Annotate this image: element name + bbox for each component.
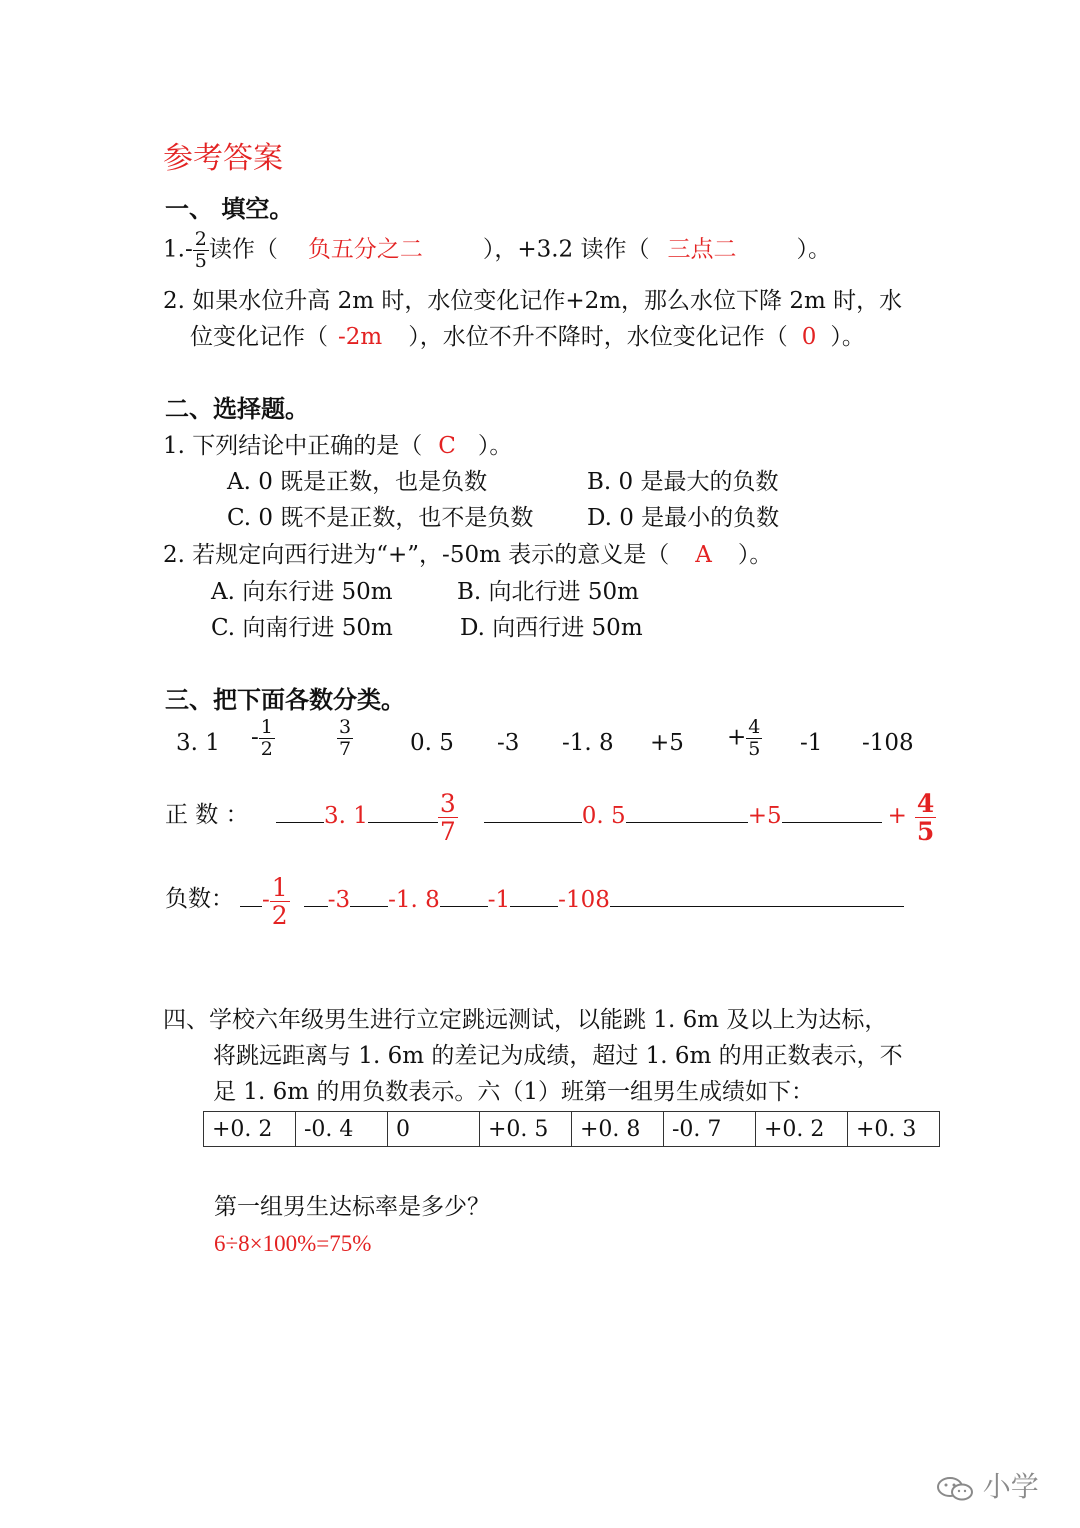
s2-q1-option-b: B. 0 是最大的负数 xyxy=(587,469,779,495)
s1-q2-text-b: ），水位不升不降时，水位变化记作（ xyxy=(408,324,788,350)
s3-number-2-den: 2 xyxy=(260,738,273,760)
s1-q2-line1: 2. 如果水位升高 2m 时，水位变化记作+2m，那么水位下降 2m 时，水 xyxy=(163,288,903,314)
s3-negative-1-fraction xyxy=(270,872,290,930)
s4-line-3: 足 1. 6m 的用负数表示。六（1）班第一组男生成绩如下： xyxy=(213,1079,814,1105)
s3-positive-4: +5 xyxy=(747,803,782,829)
score-cell: -0. 7 xyxy=(664,1112,756,1147)
s1-q1-answer-2: 三点二 xyxy=(667,236,737,263)
s4-question: 第一组男生达标率是多少？ xyxy=(214,1194,490,1220)
s3-number-1: 3. 1 xyxy=(176,730,220,756)
score-cell: 0 xyxy=(388,1112,480,1147)
section-2-heading: 二、选择题。 xyxy=(165,394,309,423)
s3-positive-5-sign: + xyxy=(887,803,907,829)
s2-q2-option-d: D. 向西行进 50m xyxy=(460,615,643,641)
section-3-heading: 三、把下面各数分类。 xyxy=(165,685,405,714)
s3-positive-3: 0. 5 xyxy=(581,803,626,829)
s1-q1-num: 2 xyxy=(194,228,207,250)
score-cell: +0. 5 xyxy=(480,1112,572,1147)
s3-number-10: -108 xyxy=(862,730,914,756)
s3-number-3 xyxy=(337,718,353,759)
s3-number-2-fraction xyxy=(259,718,275,759)
s4-line-2: 将跳远距离与 1. 6m 的差记为成绩，超过 1. 6m 的用正数表示，不 xyxy=(213,1043,903,1069)
s2-q1-option-a: A. 0 既是正数，也是负数 xyxy=(227,469,488,495)
s1-q1-sign: - xyxy=(184,236,193,263)
s3-number-3-den: 7 xyxy=(339,738,352,760)
s3-positive-2-num: 3 xyxy=(439,788,456,818)
s3-number-6: -1. 8 xyxy=(562,730,614,756)
s2-q1-option-d: D. 0 是最小的负数 xyxy=(587,505,780,531)
scores-table xyxy=(203,1111,940,1147)
s3-positive-answers xyxy=(276,786,936,846)
s1-q2-text-a: 位变化记作（ xyxy=(190,324,328,350)
s2-q2-option-b: B. 向北行进 50m xyxy=(457,579,639,605)
s3-negative-1-den: 2 xyxy=(271,900,288,930)
s1-q1 xyxy=(163,230,831,271)
s2-q1-stem-b: ）。 xyxy=(477,433,513,459)
s3-negative-1-sign: - xyxy=(262,887,270,913)
s4-line-1: 四、学校六年级男生进行立定跳远测试，以能跳 1. 6m 及以上为达标， xyxy=(163,1007,888,1033)
s3-negative-3: -1. 8 xyxy=(388,887,440,913)
s3-positive-5-fraction xyxy=(915,788,936,846)
s2-q1-answer: C xyxy=(438,433,456,459)
s3-negative-label: 负数： xyxy=(165,886,234,912)
s2-q1-stem xyxy=(163,431,512,461)
s3-number-4: 0. 5 xyxy=(410,730,454,756)
s2-q1-option-c: C. 0 既不是正数，也不是负数 xyxy=(227,505,534,531)
s2-q2-option-a: A. 向东行进 50m xyxy=(211,579,393,605)
section-1-heading: 一、 填空。 xyxy=(165,194,294,223)
s3-negative-answers xyxy=(240,870,904,930)
s3-positive-2-fraction xyxy=(438,788,458,846)
s3-positive-1: 3. 1 xyxy=(324,803,368,829)
score-cell: +0. 8 xyxy=(572,1112,664,1147)
s1-q2-line2 xyxy=(190,322,865,352)
s1-q1-prefix: 1. xyxy=(163,236,185,263)
table-row xyxy=(204,1112,940,1147)
s2-q2-answer: A xyxy=(695,542,712,568)
s1-q1-end: ）。 xyxy=(796,236,831,263)
wechat-icon xyxy=(935,1471,983,1502)
s1-q2-answer-1: -2m xyxy=(338,324,383,350)
s2-q2-stem xyxy=(163,540,772,570)
watermark-text: 小学 xyxy=(982,1471,1039,1502)
s3-negative-2: -3 xyxy=(327,887,351,913)
s1-q1-read1: 读作（ xyxy=(208,236,278,263)
score-cell: +0. 2 xyxy=(204,1112,296,1147)
score-cell: +0. 3 xyxy=(848,1112,940,1147)
score-cell: -0. 4 xyxy=(296,1112,388,1147)
page-title: 参考答案 xyxy=(163,141,283,176)
s2-q1-stem-a: 1. 下列结论中正确的是（ xyxy=(163,433,423,459)
s2-q2-stem-a: 2. 若规定向西行进为“+”，-50m 表示的意义是（ xyxy=(163,542,670,568)
s3-number-9: -1 xyxy=(800,730,823,756)
s1-q2-text-c: ）。 xyxy=(830,324,865,350)
s3-negative-4: -1 xyxy=(487,887,511,913)
s3-number-8-den: 5 xyxy=(748,738,761,760)
s3-positive-5-num: 4 xyxy=(916,788,935,818)
s1-q1-mid: ），+3.2 读作（ xyxy=(482,236,650,263)
s1-q1-den: 5 xyxy=(194,250,207,272)
s3-positive-5-den: 5 xyxy=(916,816,935,846)
s1-q2-answer-2: 0 xyxy=(801,324,817,350)
s3-number-2-sign: - xyxy=(251,724,259,751)
s3-number-5: -3 xyxy=(497,730,520,756)
s2-q2-stem-b: ）。 xyxy=(737,542,773,568)
s1-q1-fraction xyxy=(193,230,209,271)
s3-number-2 xyxy=(251,718,275,759)
s3-negative-5: -108 xyxy=(558,887,610,913)
s3-positive-label: 正 数 ： xyxy=(165,802,249,828)
s3-positive-2-den: 7 xyxy=(439,816,456,846)
s3-number-8 xyxy=(727,718,762,759)
s3-number-8-sign: + xyxy=(727,724,747,751)
s3-number-8-fraction xyxy=(746,718,762,759)
watermark xyxy=(935,1465,1039,1505)
score-cell: +0. 2 xyxy=(756,1112,848,1147)
s3-number-3-fraction xyxy=(337,718,353,759)
s3-number-8-num: 4 xyxy=(748,716,761,738)
s1-q1-answer-1: 负五分之二 xyxy=(307,236,423,263)
s3-negative-1-num: 1 xyxy=(271,872,288,902)
s3-number-7: +5 xyxy=(650,730,684,756)
s3-number-2-num: 1 xyxy=(260,716,273,738)
s4-answer: 6÷8×100%=75% xyxy=(214,1231,372,1256)
s2-q2-option-c: C. 向南行进 50m xyxy=(211,615,393,641)
s3-number-3-num: 3 xyxy=(339,716,352,738)
